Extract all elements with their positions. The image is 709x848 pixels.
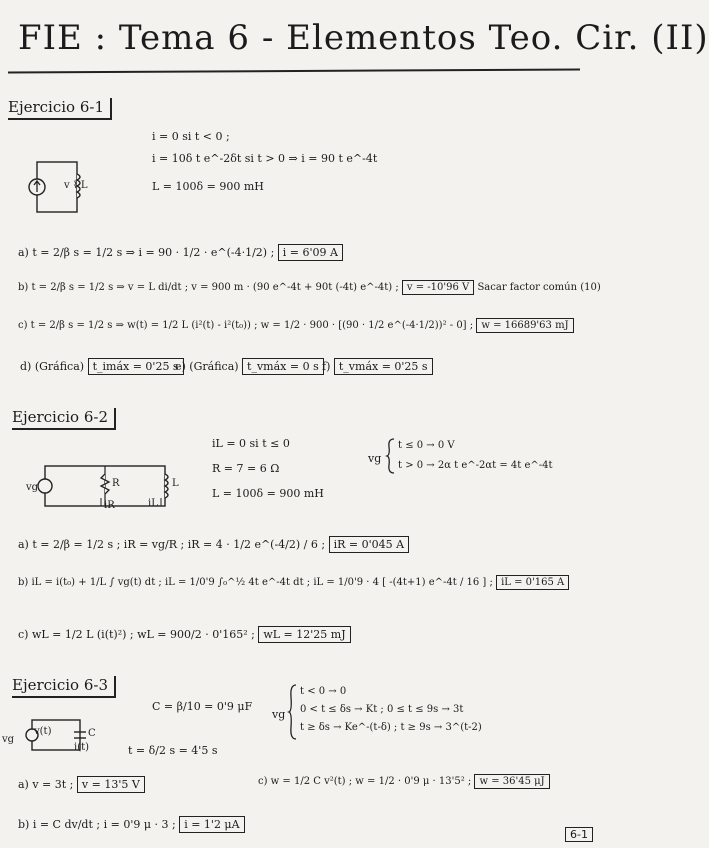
ex2-circuit-l: L: [172, 478, 179, 489]
ex1-answer-a: i = 6'09 A: [278, 244, 343, 261]
ex1-part-d: d) (Gráfica) t_imáx = 0'25 s: [20, 360, 184, 373]
ex2-given-3: L = 100δ = 900 mH: [212, 487, 324, 500]
ex3-part-b: b) i = C dv/dt ; i = 0'9 μ · 3 ; i = 1'2 μA: [18, 818, 245, 831]
ex2-answer-c: wL = 12'25 mJ: [258, 626, 350, 643]
ex1-part-b: b) t = 2/β s = 1/2 s ⇒ v = L di/dt ; v = 900 m · (90 e^-4t + 90t (-4t) e^-4t) ; v = -10'96 V Sacar factor común (10): [18, 282, 601, 293]
ex1-note-b: Sacar factor común (10): [477, 282, 601, 293]
ex2-circuit-vg: vg: [26, 482, 39, 493]
ex3-circuit-vg: vg: [2, 734, 15, 745]
ex2-circuit-ir: iR: [104, 500, 115, 511]
ex3-vg-case-2: 0 < t ≤ δs → Kt ; 0 ≤ t ≤ 9s → 3t: [300, 704, 464, 715]
page-number: 6-1: [565, 827, 593, 842]
ex1-answer-e: t_vmáx = 0 s: [242, 358, 324, 375]
ex1-part-a: a) t = 2/β s = 1/2 s ⇒ i = 90 · 1/2 · e^(-4·1/2) ; i = 6'09 A: [18, 246, 343, 259]
ex2-part-a: a) t = 2/β = 1/2 s ; iR = vg/R ; iR = 4 · 1/2 e^(-4/2) / 6 ; iR = 0'045 A: [18, 538, 409, 551]
ex3-part-c: c) w = 1/2 C v²(t) ; w = 1/2 · 0'9 μ · 13'5² ; w = 36'45 μJ: [258, 776, 550, 787]
ex1-part-e: e) (Gráfica) t_vmáx = 0 s: [175, 360, 324, 373]
ex1-answer-b: v = -10'96 V: [402, 280, 474, 295]
ex3-vg-case-3: t ≥ δs → Ke^-(t-δ) ; t ≥ 9s → 3^(t-2): [300, 722, 482, 733]
page-title: FIE : Tema 6 - Elementos Teo. Cir. (II): [18, 18, 709, 58]
ex2-vg-brace: [386, 438, 396, 474]
exercise-6-2-heading: Ejercicio 6-2: [12, 408, 116, 426]
ex1-circuit-label: v ⌇ L: [64, 180, 88, 191]
ex3-circuit-vt: v(t): [34, 726, 52, 737]
ex3-vg-label: vg: [272, 708, 286, 721]
ex1-given-2: i = 10δ t e^-2δt si t > 0 ⇒ i = 90 t e^-4t: [152, 152, 378, 165]
ex2-vg-label: vg: [368, 452, 382, 465]
ex2-vg-case-2: t > 0 → 2α t e^-2αt = 4t e^-4t: [398, 460, 553, 471]
ex2-part-c: c) wL = 1/2 L (i(t)²) ; wL = 900/2 · 0'165² ; wL = 12'25 mJ: [18, 628, 351, 641]
ex3-vg-case-1: t < 0 → 0: [300, 686, 347, 697]
ex3-answer-a: v = 13'5 V: [77, 776, 145, 793]
ex3-part-a: a) v = 3t ; v = 13'5 V: [18, 778, 145, 791]
ex2-circuit-r: R: [112, 478, 120, 489]
ex1-given-3: L = 100δ = 900 mH: [152, 180, 264, 193]
ex1-answer-c: w = 16689'63 mJ: [476, 318, 573, 333]
ex2-answer-b: iL = 0'165 A: [496, 575, 569, 590]
ex2-part-b: b) iL = i(t₀) + 1/L ∫ vg(t) dt ; iL = 1/0'9 ∫₀^½ 4t e^-4t dt ; iL = 1/0'9 · 4 [ -(4t+1) e^-4t / 16 ] ; iL = 0'165 A: [18, 577, 569, 588]
ex3-c-value: C = β/10 = 0'9 μF: [152, 700, 253, 713]
ex3-circuit-c: C: [88, 728, 96, 739]
exercise-6-3-heading: Ejercicio 6-3: [12, 676, 116, 694]
ex2-vg-case-1: t ≤ 0 → 0 V: [398, 440, 455, 451]
ex2-answer-a: iR = 0'045 A: [329, 536, 409, 553]
ex2-circuit-diagram: [25, 462, 185, 522]
ex1-part-f: f) t_vmáx = 0'25 s: [322, 360, 433, 373]
ex3-circuit-it: i(t): [74, 742, 90, 753]
ex1-part-c: c) t = 2/β s = 1/2 s ⇒ w(t) = 1/2 L (i²(t) - i²(t₀)) ; w = 1/2 · 900 · [(90 · 1/2 e^(-4·1/2))² - 0] ; w = 16689'63 mJ: [18, 320, 574, 331]
title-underline: [8, 69, 580, 74]
ex2-circuit-il: iL: [148, 498, 158, 509]
ex2-given-1: iL = 0 si t ≤ 0: [212, 437, 290, 450]
ex3-answer-c: w = 36'45 μJ: [474, 774, 549, 789]
ex3-answer-b: i = 1'2 μA: [179, 816, 244, 833]
ex2-given-2: R = 7 = 6 Ω: [212, 462, 280, 475]
ex1-given-1: i = 0 si t < 0 ;: [152, 130, 230, 143]
ex1-answer-d: t_imáx = 0'25 s: [88, 358, 184, 375]
ex1-answer-f: t_vmáx = 0'25 s: [334, 358, 433, 375]
exercise-6-1-heading: Ejercicio 6-1: [8, 98, 112, 116]
ex3-t-value: t = δ/2 s = 4'5 s: [128, 744, 218, 757]
ex3-vg-brace: [288, 684, 298, 740]
